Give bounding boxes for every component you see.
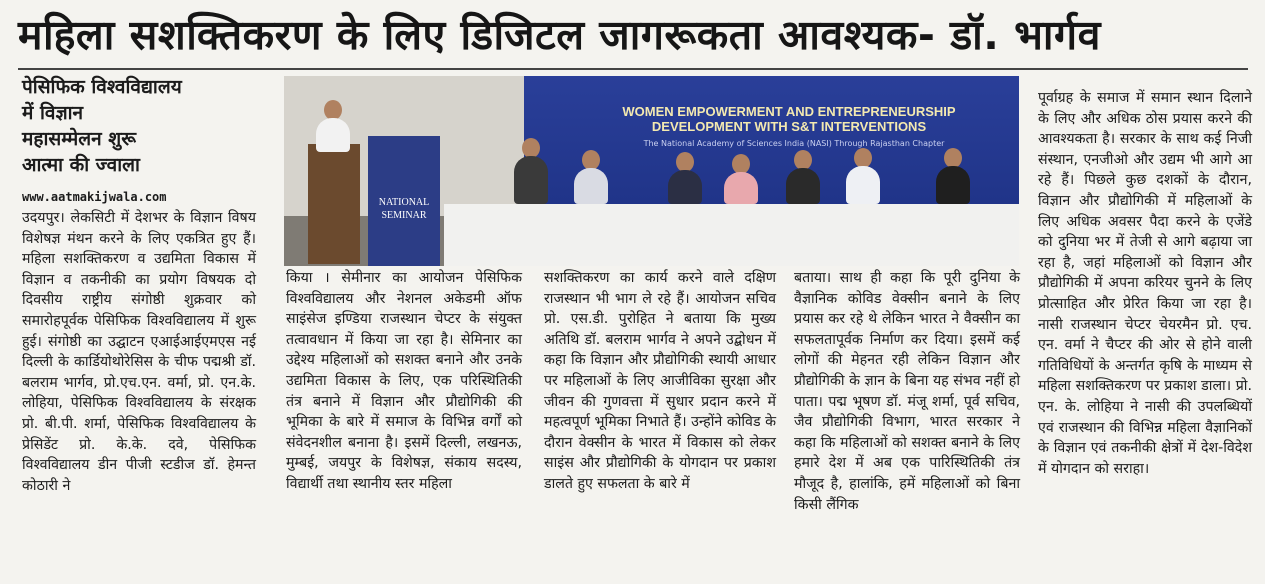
column-text: पूर्वाग्रह के समाज में समान स्थान दिलाने के लिए और अधिक ठोस प्रयास करने की आवश्यकता है। सरकार के साथ कई निजी संस्थान, एनजीओ और उद्यम भी आगे आ रहे हैं। पिछले कुछ दशकों के दौरान, विज्ञान और प्रौद्योगिकी में महिलाओं के लिए अधिक अवसर पैदा करने के एजेंडे को दुनिया भर में तेजी से आगे बढ़ाया जा रहा है, जहां महिलाओं को विज्ञान और प्रौद्योगिकी में अपना करियर चुनने के लिए प्रोत्साहित और प्रेरित किया जा रहा है। नासी राजस्थान चेप्टर चेयरमैन प्रो. एच. एन. वर्मा ने चैप्टर की ओर से होने वाली गतिविधियों के अन्तर्गत कृषि के माध्यम से महिला सशक्तिकरण पर प्रकाश डाला। प्रो. एन. के. लोहिया ने नासी की उपलब्धियों एवं राजस्थान की विभिन्न महिला वैज्ञानिकों के विज्ञान एवं तकनीकी क्षेत्रों में देश-विदेश में योगदान को सराहा। xyxy=(1038,90,1252,477)
subheadline-line: पेसिफिक विश्वविद्यालय xyxy=(22,76,182,98)
column-text: किया । सेमीनार का आयोजन पेसिफिक विश्वविद्यालय और नेशनल अकेडमी ऑफ साइंसेज इण्डिया राजस्थान चेप्टर के संयुक्त तत्वावधान में किया जा रहा है। सेमिनार का उद्देश्य महिलाओं को सशक्त बनाने और उनके उद्यमिता विकास के लिए, एक परिस्थितिकी तंत्र बनाने में विज्ञान और प्रौद्योगिकी की भूमिका के बारे में समाज के विभिन्न वर्गों को संवेदनशील बनाना है। इसमें दिल्ली, लखनऊ, मुम्बई, जयपुर के विशेषज्ञ, संकाय सदस्य, विद्यार्थी तथा स्थानीय स्तर महिला xyxy=(286,270,522,492)
stand-text-line: NATIONAL xyxy=(378,197,430,208)
guest xyxy=(574,168,608,204)
guest-head xyxy=(676,152,694,172)
subheadline-line: में विज्ञान xyxy=(22,102,84,124)
website-url: www.aatmakijwala.com xyxy=(22,190,167,204)
banner-small-text: The National Academy of Sciences India (NASI) Through Rajasthan Chapter xyxy=(643,139,945,148)
column-text: बताया। साथ ही कहा कि पूरी दुनिया के वैज्ञानिक कोविड वेक्सीन बनाने के लिए प्रयास कर रहे थे लेकिन भारत ने वैक्सीन का सफलतापूर्वक निर्माण कर दिया। इसमें कई लोगों की मेहनत रही लेकिन विज्ञान और प्रौद्योगिकी के ज्ञान के बिना यह संभव नहीं हो पाता। पद्म भूषण डॉ. मंजू शर्मा, पूर्व सचिव, जैव प्रौद्योगिकी विभाग, भारत सरकार ने कहा कि महिलाओं को सशक्त बनाने के लिए हमारे देश में अब एक पारिस्थितिकी तंत्र मौजूद है, हालांकि, हमें महिलाओं को बिना किसी लैंगिक xyxy=(794,270,1020,513)
guest-head xyxy=(582,150,600,170)
headline-rule xyxy=(18,68,1248,70)
banner-title xyxy=(574,104,1004,134)
headline: महिला सशक्तिकरण के लिए डिजिटल जागरूकता आवश्यक- डॉ. भार्गव xyxy=(18,11,1101,59)
banner-title-line: DEVELOPMENT WITH S&T INTERVENTIONS xyxy=(651,119,927,134)
guest-head xyxy=(732,154,750,174)
head-table xyxy=(444,204,1019,266)
article-column-5 xyxy=(1038,88,1252,479)
guest xyxy=(936,166,970,204)
subheadline-line: आत्मा की ज्वाला xyxy=(22,154,140,176)
article-column-4 xyxy=(794,268,1020,515)
banner-title-line: WOMEN EMPOWERMENT AND ENTREPRENEURSHIP xyxy=(622,104,956,119)
guest xyxy=(514,156,548,204)
guest-head xyxy=(794,150,812,170)
column-text: उदयपुर। लेकसिटी में देशभर के विज्ञान विषय विशेषज्ञ मंथन करने के लिए एकत्रित हुए हैं। महिला सशक्तिकरण व उद्यमिता विकास में विज्ञान व तकनीकी का प्रयोग विषयक दो दिवसीय राष्ट्रीय संगोष्ठी शुक्रवार को समारोहपूर्वक पेसिफिक विश्वविद्यालय में शुरू हुई। संगोष्ठी का उद्घाटन एआईआईएमएस नई दिल्ली के कार्डियोथोरेसिस के चीफ पद्मश्री डॉ. बलराम भार्गव, प्रो.एच.एन. वर्मा, प्रो. एन.के. लोहिया, पेसिफिक विश्वविद्यालय के संरक्षक प्रो. बी.पी. शर्मा, पेसिफिक विश्वविद्यालय के प्रेसिडेंट प्रो. के.के. दवे, पेसिफिक विश्वविद्यालय डीन पीजी स्टडीज डॉ. हेमन्त कोठारी ने xyxy=(22,210,256,494)
guest xyxy=(668,170,702,204)
subheadline-line: महासम्मेलन शुरू xyxy=(22,128,136,150)
column-text: सशक्तिकरण का कार्य करने वाले दक्षिण राजस्थान भी भाग ले रहे हैं। आयोजन सचिव प्रो. एस.डी. पुरोहित ने बताया कि मुख्य अतिथि डॉ. बलराम भार्गव ने अपने उद्बोधन में कहा कि विज्ञान और प्रौद्योगिकी स्थायी आधार पर महिलाओं के लिए आजीविका सुरक्षा और जीवन की गुणवत्ता में सुधार प्रदान करने में महत्वपूर्ण भूमिका निभाते हैं। उन्होंने कोविड के दौरान वेक्सीन के भारत में विकास को लेकर साइंस और प्रौद्योगिकी के योगदान पर प्रकाश डालते हुए सफलता के बारे में xyxy=(544,270,776,492)
event-photo xyxy=(284,76,1019,266)
article-column-1 xyxy=(22,208,256,496)
guest-head xyxy=(944,148,962,168)
podium xyxy=(308,144,360,264)
seminar-stand-text xyxy=(368,196,440,222)
speaker-head xyxy=(324,100,342,120)
guest-head xyxy=(854,148,872,168)
article-column-3 xyxy=(544,268,776,495)
stand-text-line: SEMINAR xyxy=(381,210,427,221)
guest-head xyxy=(522,138,540,158)
guest xyxy=(786,168,820,204)
subheadline xyxy=(22,74,262,178)
guest xyxy=(724,172,758,204)
article-column-2 xyxy=(286,268,522,495)
guest xyxy=(846,166,880,204)
speaker xyxy=(316,118,350,152)
